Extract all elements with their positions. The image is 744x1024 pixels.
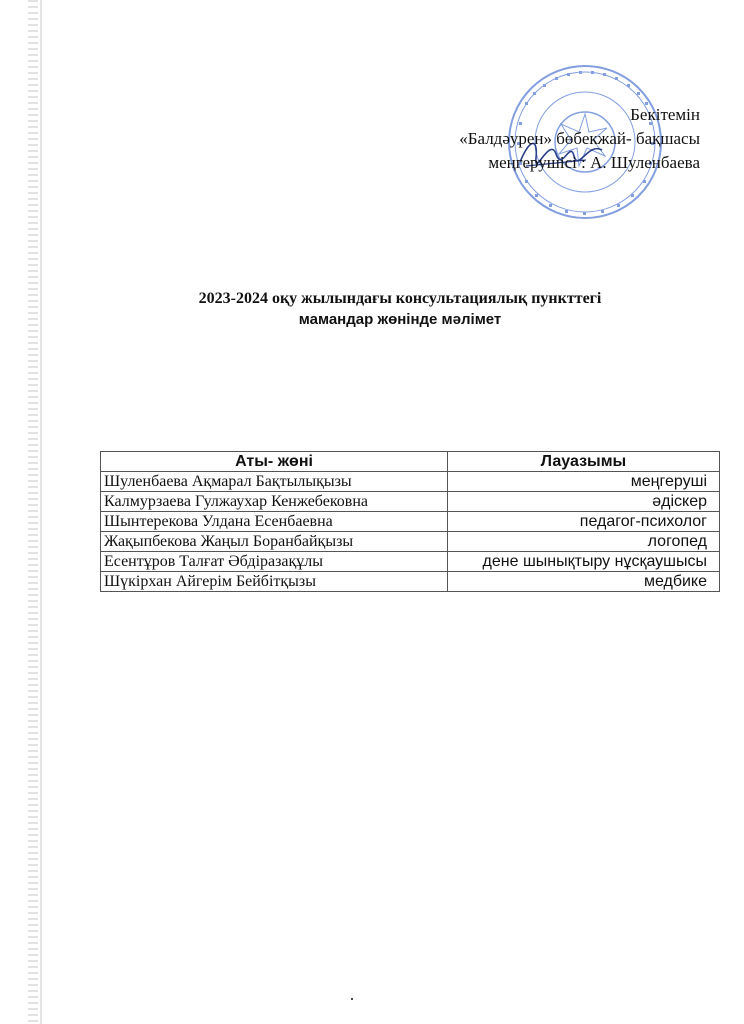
staff-name: Шынтерекова Улдана Есенбаевна: [101, 512, 448, 532]
document-title: [120, 288, 680, 330]
table-header-row: [101, 452, 720, 472]
staff-table: [100, 451, 720, 592]
scan-edge-line: [40, 0, 42, 1024]
approval-organization: «Балдәурен» бөбекжай- бақшасы: [459, 129, 700, 148]
table-row: [101, 472, 720, 492]
staff-name: Есентұров Талғат Әбдіразақұлы: [101, 552, 448, 572]
staff-position: логопед: [448, 532, 720, 552]
approval-heading: Бекітемін: [630, 105, 700, 124]
staff-position: медбике: [448, 572, 720, 592]
staff-name: Шуленбаева Ақмарал Бақтылықызы: [101, 472, 448, 492]
staff-position: педагог-психолог: [448, 512, 720, 532]
column-header-name: Аты- жөні: [101, 452, 448, 472]
column-header-position: Лауазымы: [448, 452, 720, 472]
table-row: [101, 512, 720, 532]
table-row: [101, 552, 720, 572]
scan-speck: [351, 998, 353, 1000]
approval-signatory: меңгерушісі : А. Шуленбаева: [488, 153, 700, 172]
document-title-line2: мамандар жөнінде мәлімет: [298, 311, 502, 328]
staff-name: Шүкірхан Айгерім Бейбітқызы: [101, 572, 448, 592]
staff-position: әдіскер: [448, 492, 720, 512]
table-row: [101, 532, 720, 552]
table-row: [101, 492, 720, 512]
document-title-line1: 2023-2024 оқу жылындағы консультациялық пункттегі: [198, 290, 602, 307]
table-row: [101, 572, 720, 592]
approval-block: [459, 103, 700, 175]
staff-position: меңгеруші: [448, 472, 720, 492]
staff-position: дене шынықтыру нұсқаушысы: [448, 552, 720, 572]
scan-edge-artifact: [28, 0, 38, 1024]
staff-name: Калмурзаева Гулжаухар Кенжебековна: [101, 492, 448, 512]
staff-name: Жақыпбекова Жаңыл Боранбайқызы: [101, 532, 448, 552]
